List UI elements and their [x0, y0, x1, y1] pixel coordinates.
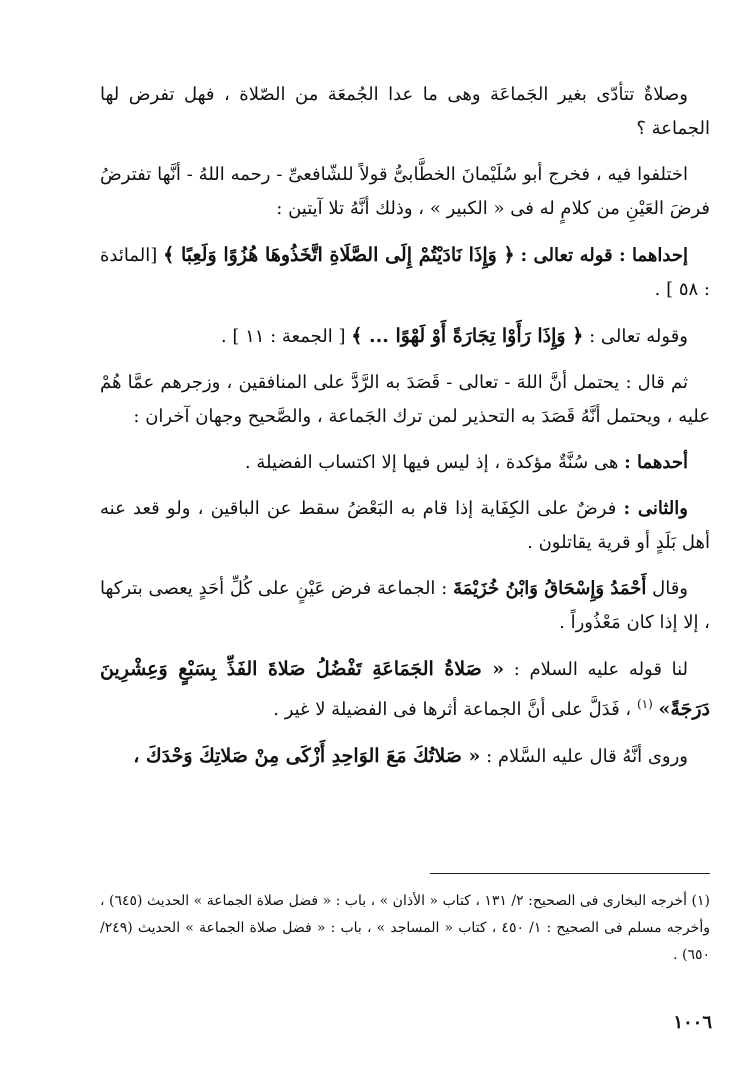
paragraph-10-lead: وروى أنَّهُ قال عليه السَّلام :	[486, 746, 688, 767]
paragraph-1	[100, 78, 710, 146]
paragraph-5-text: ثم قال : يحتمل أنَّ اللهَ - تعالى - قَصَدَ به الرَّدَّ على المنافقين ، وزجرهم عمَّا هُمْ عليه ، ويحتمل أنَّهُ قَصَدَ به التحذير لمن ترك الجَماعة ، والصَّحيح وجهان آخران :	[100, 372, 710, 427]
paragraph-9-text: ، فَدَلَّ على أنَّ الجماعة أثرها فى الفضيلة لا غير .	[273, 699, 632, 720]
quran-verse-jumuah: ﴿ وَإِذَا رَأَوْا تِجَارَةً أَوْ لَهْوًا ... ﴾	[351, 325, 584, 347]
paragraph-8-text: : الجماعة فرض عَيْنٍ على كُلِّ أحَدٍ يعصى بتركها ، إلا إذا كان مَعْذُوراً .	[100, 578, 710, 633]
scholar-names: أَحْمَدُ وَإِسْحَاقُ وَابْنُ خُزَيْمَةَ	[453, 578, 647, 599]
main-text	[100, 78, 710, 786]
paragraph-6-lead: أحدهما :	[624, 452, 688, 473]
verse-reference-maidah: [المائدة : ٥٨ ] .	[100, 245, 710, 300]
footnote-divider	[430, 873, 710, 874]
paragraph-8	[100, 572, 710, 640]
paragraph-10	[100, 739, 710, 774]
paragraph-3	[100, 238, 710, 307]
paragraph-9-lead: لنا قوله عليه السلام :	[513, 659, 688, 680]
paragraph-7-text: فرضٌ على الكِفَاية إذا قام به البَعْضُ سقط عن الباقين ، ولو قعد عنه أهل بَلَدٍ أو قرية يقاتلون .	[100, 498, 710, 553]
hadith-quote-2: « صَلاتُكَ مَعَ الوَاحِدِ أَزْكَى مِنْ صَلاتِكَ وَحْدَكَ ،	[133, 745, 481, 767]
page-number: ١٠٠٦	[673, 1012, 712, 1033]
paragraph-2-text: اختلفوا فيه ، فخرج أبو سُلَيْمانَ الخطَّابىُّ قولاً للشّافعىِّ - رحمه اللهُ - أنَّها تفترضُ فرضَ العَيْنِ من كلامٍ له فى « الكبير » ، وذلك أنَّهُ تلا آيتين :	[100, 164, 710, 219]
paragraph-2	[100, 158, 710, 226]
paragraph-9	[100, 652, 710, 727]
paragraph-4	[100, 319, 710, 354]
verse-reference-jumuah: [ الجمعة : ١١ ] .	[220, 326, 346, 347]
paragraph-7-lead: والثانى :	[623, 498, 688, 519]
footnote-marker-1: (١)	[636, 697, 653, 711]
quran-verse-maidah: ﴿ وَإِذَا نَادَيْتُمْ إِلَى الصَّلَاةِ اتَّخَذُوهَا هُزُوًا وَلَعِبًا ﴾	[163, 244, 515, 266]
footnotes	[100, 888, 710, 969]
paragraph-7	[100, 492, 710, 560]
footnote-1: (١) أخرجه البخارى فى الصحيح: ٢/ ١٣١ ، كتاب « الأذان » ، باب : « فضل صلاة الجماعة » الحديث (٦٤٥) ، وأخرجه مسلم فى الصحيح : ١/ ٤٥٠ ، كتاب « المساجد » ، باب : « فضل صلاة الجماعة » الحديث (٢٤٩/ ٦٥٠) .	[100, 893, 711, 963]
paragraph-8-lead: وقال	[652, 578, 688, 599]
paragraph-1-text: وصلاةٌ تتأدّى بغير الجَماعَة وهى ما عدا الجُمعَة من الصّلاة ، فهل تفرض لها الجماعة ؟	[100, 84, 710, 139]
paragraph-3-lead: إحداهما : قوله تعالى :	[520, 245, 688, 266]
paragraph-4-lead: وقوله تعالى :	[589, 326, 688, 347]
paragraph-5	[100, 366, 710, 434]
paragraph-6	[100, 446, 710, 480]
hadith-quote-1: « صَلاةُ الجَمَاعَةِ تَفْضُلُ صَلاةَ الفَذِّ بِسَبْعٍ وَعِشْرِينَ دَرَجَةً»	[100, 658, 710, 720]
paragraph-6-text: هى سُنَّةٌ مؤكدة ، إذ ليس فيها إلا اكتساب الفضيلة .	[244, 452, 619, 473]
